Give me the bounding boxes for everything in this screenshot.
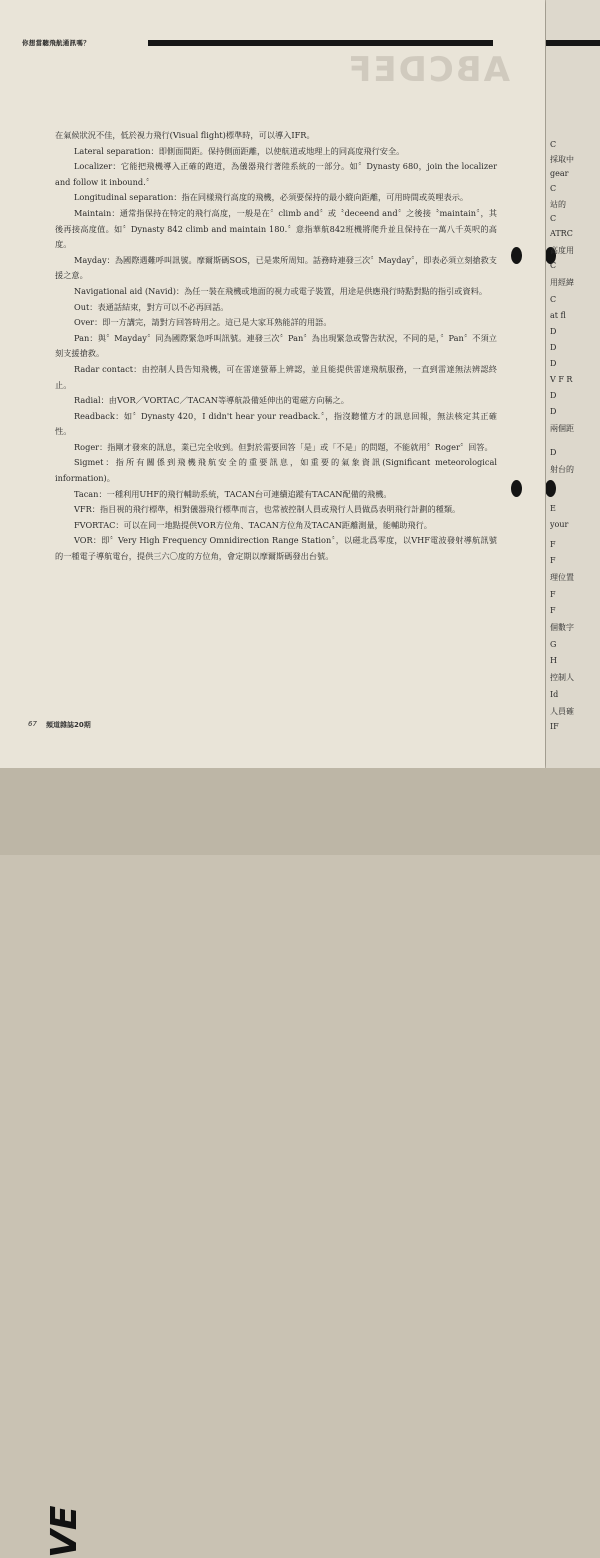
paragraph: Out：表通話結束，對方可以不必再回話。: [74, 301, 229, 312]
adjacent-page-edge: [546, 0, 600, 768]
article-body: [55, 128, 497, 565]
binding-hole: [511, 247, 522, 264]
paragraph: Roger：指剛才發來的訊息，業已完全收到。但對於需要回答「是」或「不是」的問題，不能就用〞Roger〞回答。: [74, 441, 493, 452]
fragment-text: C: [550, 261, 557, 270]
paragraph: Navigational aid (Navid)：為任一裝在飛機或地面的視力或電子裝置，用途是供應飛行時點對點的指引或資料。: [74, 285, 488, 296]
fragment-text: 兩個距: [550, 424, 574, 433]
fragment-text: G: [550, 640, 557, 649]
fragment-text: F: [550, 606, 556, 615]
fragment-text: F: [550, 556, 556, 565]
binding-hole: [511, 480, 522, 497]
fragment-text: 站的: [550, 200, 566, 209]
fragment-text: D: [550, 448, 557, 457]
fragment-text: D: [550, 327, 557, 336]
fragment-text: your: [550, 520, 569, 529]
paragraph: Localizer：它能把飛機導入正確的跑道，為儀器飛行著陸系統的一部分。如〞Dynasty 680，join the localizer and follow it inbound.〞: [55, 161, 497, 187]
paragraph: Tacan：一種利用UHF的飛行輔助系統，TACAN台可連續追蹤有TACAN配備的飛機。: [74, 488, 392, 499]
fragment-text: C: [550, 214, 557, 223]
fragment-text: IF: [550, 722, 559, 731]
bleed-through-shadow: ABCDEF: [346, 50, 510, 90]
fragment-text: 用經緯: [550, 278, 574, 287]
paragraph: Sigmet：指所有關係到飛機飛航安全的重要訊息，如重要的氣象資訊(Significant meteorological information)。: [55, 457, 497, 484]
fragment-text: D: [550, 359, 557, 368]
fragment-text: D: [550, 343, 557, 352]
paragraph: Radar contact：由控制人員告知飛機，可在雷達螢幕上辨認，並且能提供雷達飛航服務，一直到雷達無法辨認終止。: [55, 363, 497, 390]
cover-edge-letters: VE: [44, 1505, 85, 1558]
fragment-text: F: [550, 590, 556, 599]
fragment-text: 控制人: [550, 673, 574, 682]
binding-hole: [546, 480, 556, 497]
paragraph: FVORTAC：可以在同一地點提供VOR方位角、TACAN方位角及TACAN距離測量，能輔助飛行。: [74, 519, 432, 530]
header-rule: [148, 40, 493, 46]
fragment-text: C: [550, 184, 557, 193]
paragraph: Pan：與〞Mayday〞同為國際緊急呼叫訊號。連發三次〞Pan〞為出現緊急或警告狀況，不同的是，〞Pan〞不須立刻支援搶救。: [55, 332, 497, 359]
fragment-text: gear: [550, 169, 569, 178]
paragraph: VOR：即〞Very High Frequency Omnidirection Range Station〞，以磁北爲零度，以VHF電波發射導航訊號的一種電子導航電台，提供三六〇度的方位角，會定期以摩爾斯碼發出台號。: [55, 535, 497, 562]
paragraph: Radial：由VOR／VORTAC／TACAN等導航設備延伸出的電磁方向稱之。: [74, 395, 349, 406]
background-surface: [0, 768, 600, 1558]
magazine-name: 頻道雜誌20期: [46, 721, 91, 729]
fragment-text: V F R: [550, 375, 573, 384]
paragraph: Longitudinal separation：指在同樣飛行高度的飛機，必須要保持的最小縱向距離，可用時間或英哩表示。: [74, 192, 469, 203]
running-header: 你想當聽飛航通訊嗎？: [22, 39, 90, 47]
fragment-text: D: [550, 391, 557, 400]
fragment-text: C: [550, 140, 557, 149]
fragment-text: C: [550, 295, 557, 304]
fragment-text: 個數字: [550, 623, 574, 632]
magazine-page: [0, 0, 545, 768]
fragment-text: at fl: [550, 311, 566, 320]
fragment-text: H: [550, 656, 557, 665]
fragment-text: 射台的: [550, 465, 574, 474]
fragment-text: 高度用: [550, 246, 574, 255]
fragment-text: Id: [550, 690, 559, 699]
paragraph: Lateral separation：即側面間距。保持側面距離，以使航道或地理上的同高度飛行安全。: [74, 145, 405, 156]
fragment-text: F: [550, 540, 556, 549]
paragraph: Maintain：通常指保持在特定的飛行高度，一般是在〞climb and〞或〝deceend and〞之後接〝maintain〞，其後再接高度值。如〞Dynasty 842 climb and maintain 180.〞意指華航842班機將爬升並且保持在一萬八千英呎的高度。: [55, 207, 497, 250]
fragment-text: 採取中: [550, 155, 574, 164]
paragraph: Mayday：為國際遇難呼叫訊號。摩爾斯碼SOS，已是衆所周知。話務時連發三次〞Mayday〞，即表必須立刻搶救支援之意。: [55, 254, 497, 281]
fragment-text: 理位置: [550, 573, 574, 582]
header-rule: [546, 40, 600, 46]
paragraph: 在氣候狀況不佳，低於視力飛行(Visual flight)標準時，可以導入IFR。: [55, 130, 315, 140]
paragraph: VFR：指目視的飛行標準，相對儀器飛行標準而言，也常被控制人員或飛行人員做爲表明飛行計劃的種類。: [74, 504, 461, 515]
page-number: 67: [28, 720, 37, 728]
fragment-text: D: [550, 407, 557, 416]
fragment-text: E: [550, 504, 556, 513]
paragraph: Readback：如〞Dynasty 420，I didn't hear your readback.〞，指沒聽懂方才的訊息回報，無法核定其正確性。: [55, 410, 497, 437]
fragment-text: ATRC: [550, 229, 573, 238]
paragraph: Over：即一方講完，請對方回答時用之。這已是大家耳熟能詳的用語。: [74, 317, 332, 328]
fragment-text: 人員確: [550, 707, 574, 716]
